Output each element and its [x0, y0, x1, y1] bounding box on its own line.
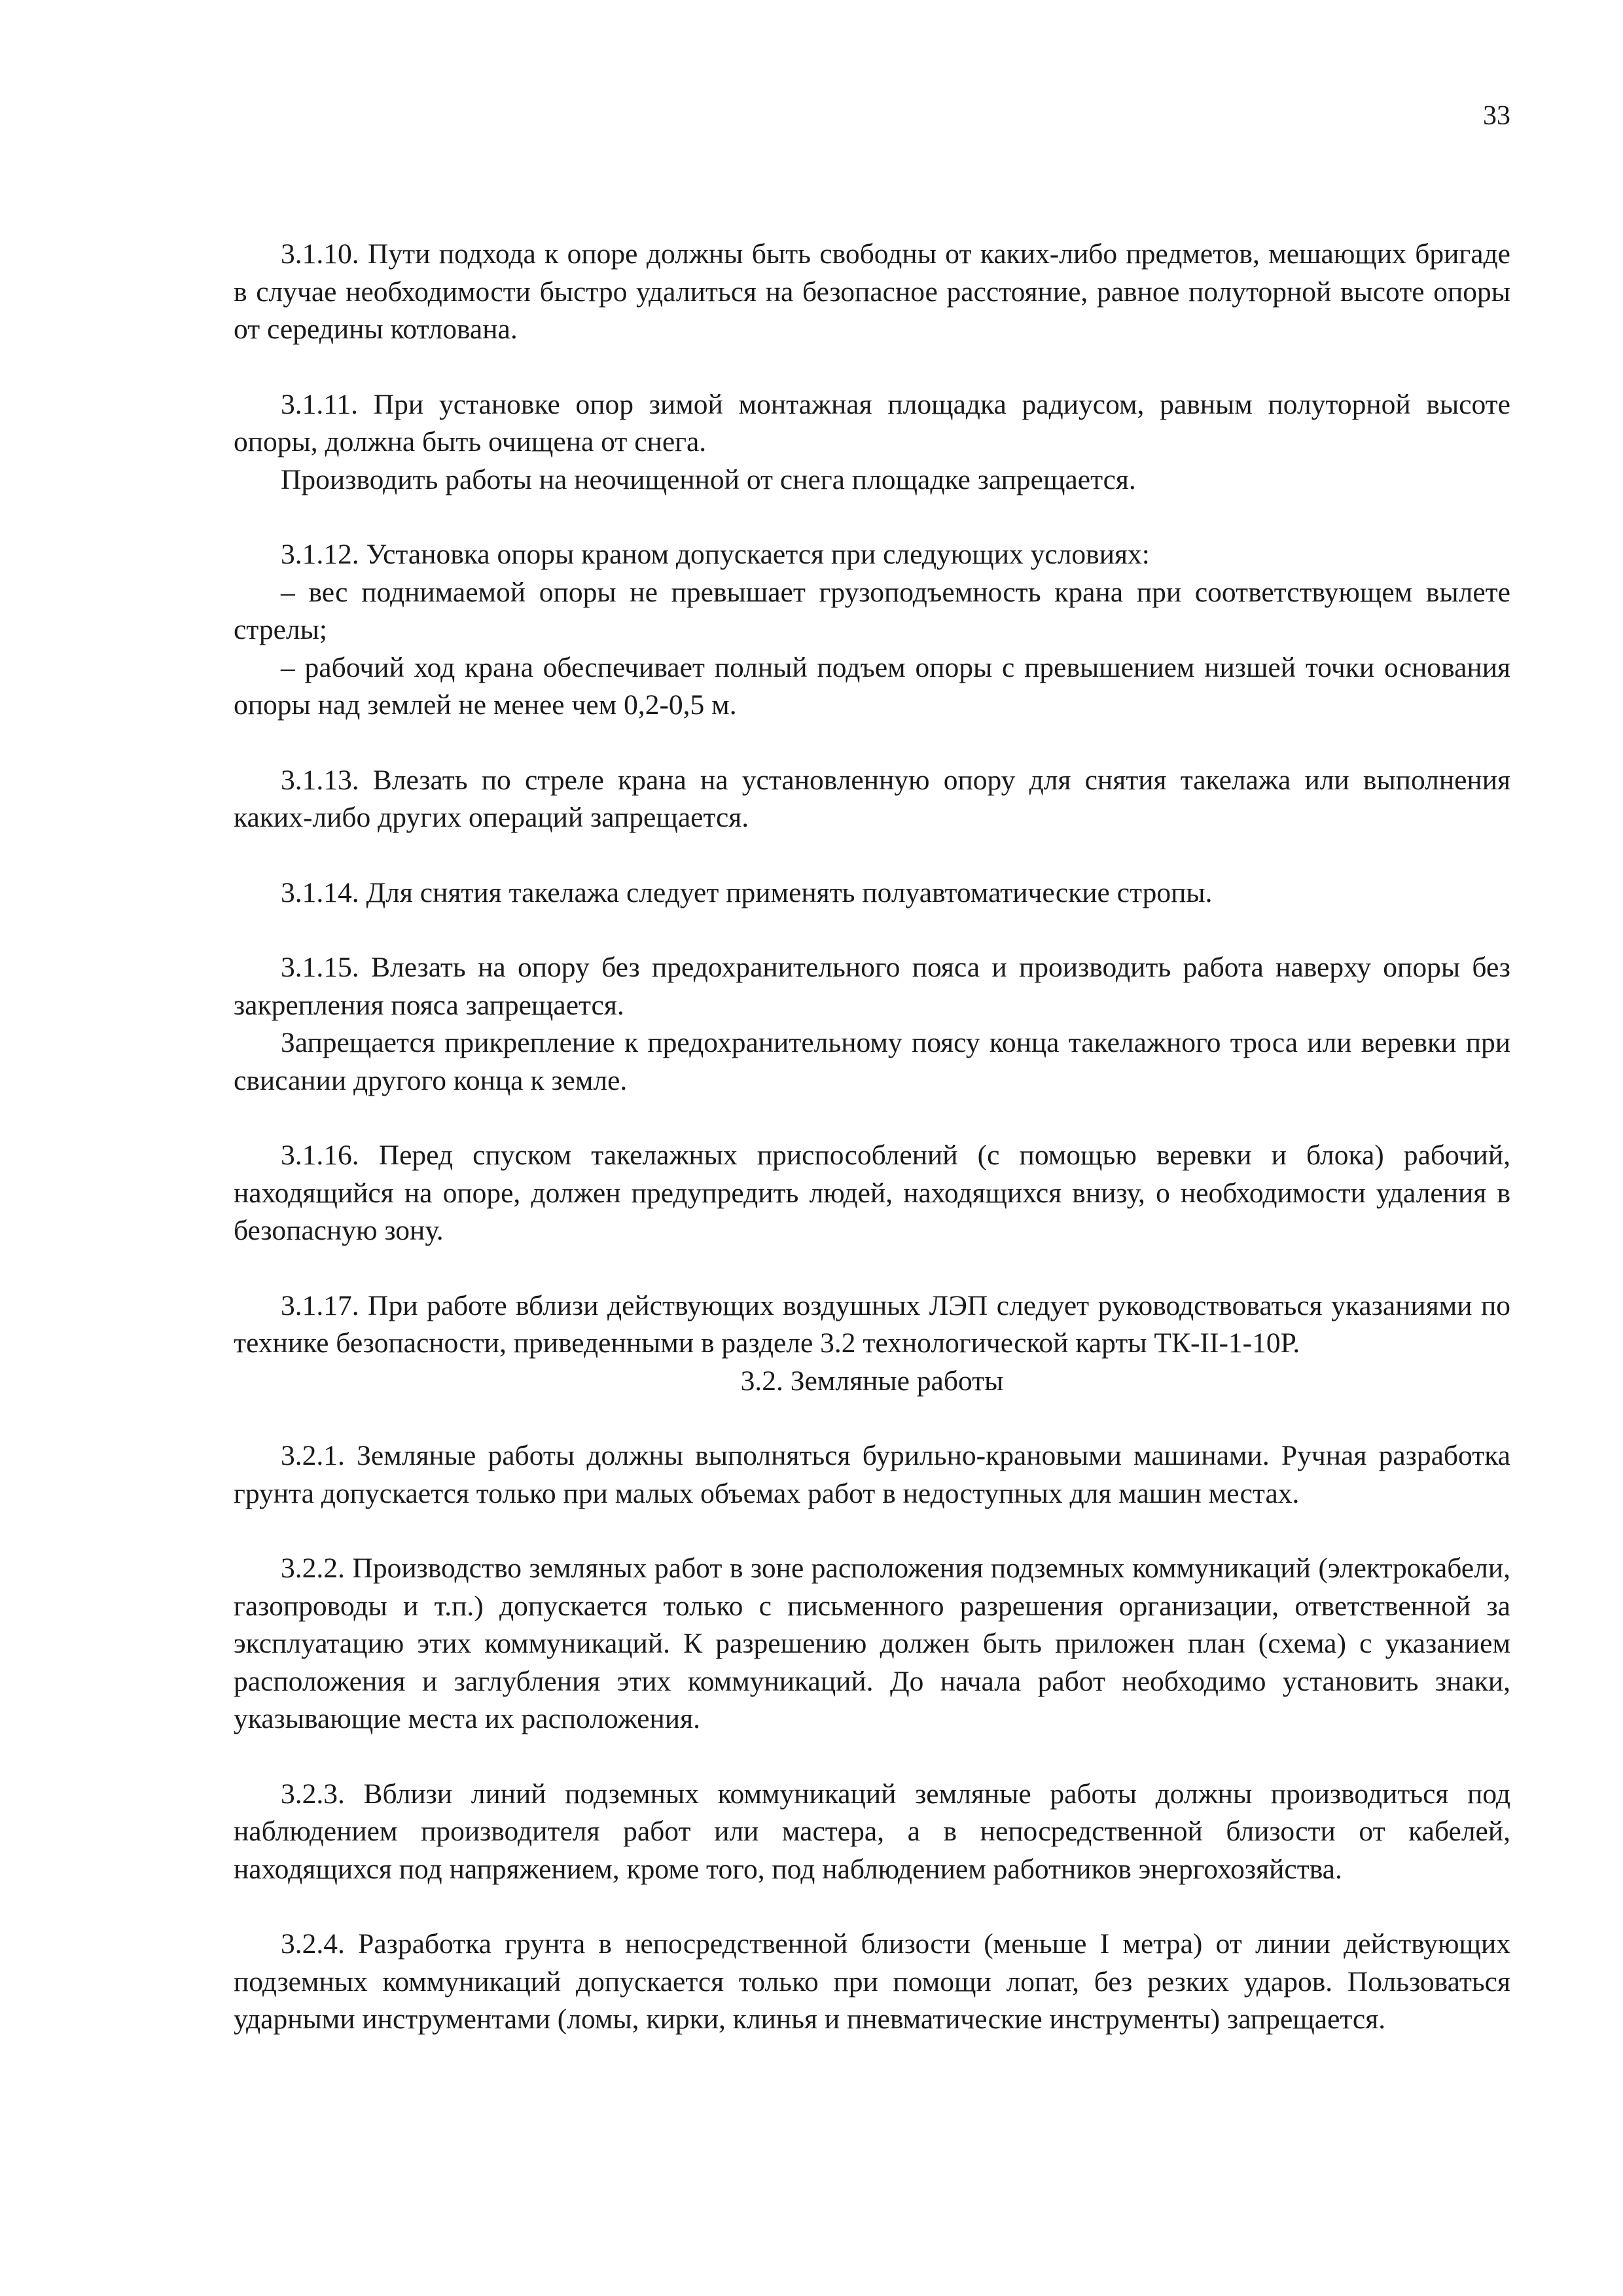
clause-3-1-10	[234, 236, 1510, 349]
paragraph: Производить работы на неочищенной от снега площадке запрещается.	[281, 463, 1136, 495]
paragraph: 3.2.1. Земляные работы должны выполняться бурильно-крановыми машинами. Ручная разработка грунта допускается только при малых объемах работ в недоступных для машин местах.	[234, 1440, 1510, 1509]
paragraph: Запрещается прикрепление к предохранительному поясу конца такелажного троса или веревки при свисании другого конца к земле.	[234, 1027, 1510, 1096]
document-body	[234, 236, 1510, 2076]
clause-3-1-17	[234, 1287, 1510, 1363]
clause-3-2-2	[234, 1550, 1510, 1738]
clause-3-2-3	[234, 1776, 1510, 1889]
clause-3-2-4	[234, 1926, 1510, 2039]
clause-3-1-13	[234, 762, 1510, 837]
paragraph: 3.1.15. Влезать на опору без предохранительного пояса и производить работа наверху опоры без закрепления пояса запрещается.	[234, 952, 1510, 1021]
paragraph: 3.1.14. Для снятия такелажа следует применять полуавтоматические стропы.	[281, 876, 1213, 908]
clause-3-1-12	[234, 536, 1510, 725]
paragraph: 3.1.10. Пути подхода к опоре должны быть свободны от каких-либо предметов, мешающих бригаде в случае необходимости быстро удалиться на безопасное расстояние, равное полуторной высоте опоры от середины котлована.	[234, 238, 1510, 345]
clause-3-1-16	[234, 1137, 1510, 1250]
paragraph: 3.2.2. Производство земляных работ в зоне расположения подземных коммуникаций (электрокабели, газопроводы и т.п.) допускается только с письменного разрешения организации, ответственной за эксплуатацию этих коммуникаций. К разрешению должен быть приложен план (схема) с указанием расположения и заглубления этих коммуникаций. До начала работ необходимо установить знаки, указывающие места их расположения.	[234, 1552, 1510, 1734]
list-item: – вес поднимаемой опоры не превышает грузоподъемность крана при соответствующем вылете стрелы;	[234, 576, 1510, 645]
clause-3-1-14	[234, 874, 1510, 912]
page-number: 33	[1483, 101, 1510, 131]
paragraph: 3.2.3. Вблизи линий подземных коммуникаций земляные работы должны производиться под наблюдением производителя работ или мастера, а в непосредственной близости от кабелей, находящихся под напряжением, кроме того, под наблюдением работников энергохозяйства.	[234, 1778, 1510, 1885]
paragraph: 3.1.11. При установке опор зимой монтажная площадка радиусом, равным полуторной высоте опоры, должна быть очищена от снега.	[234, 388, 1510, 457]
paragraph: 3.1.17. При работе вблизи действующих воздушных ЛЭП следует руководствоваться указаниями по технике безопасности, приведенными в разделе 3.2 технологической карты ТК-II-1-10Р.	[234, 1289, 1510, 1359]
section-heading: 3.2. Земляные работы	[740, 1365, 1004, 1397]
list-item: – рабочий ход крана обеспечивает полный подъем опоры с превышением низшей точки основания опоры над землей не менее чем 0,2-0,5 м.	[234, 651, 1510, 721]
clause-3-2-1	[234, 1437, 1510, 1513]
paragraph: 3.1.12. Установка опоры краном допускается при следующих условиях:	[281, 539, 1150, 570]
paragraph: 3.1.16. Перед спуском такелажных приспособлений (с помощью веревки и блока) рабочий, находящийся на опоре, должен предупредить людей, находящихся внизу, о необходимости удаления в безопасную зону.	[234, 1139, 1510, 1246]
clause-3-1-15	[234, 949, 1510, 1100]
paragraph: 3.1.13. Влезать по стреле крана на установленную опору для снятия такелажа или выполнения каких-либо других операций запрещается.	[234, 764, 1510, 833]
paragraph: 3.2.4. Разработка грунта в непосредственной близости (меньше I метра) от линии действующих подземных коммуникаций допускается только при помощи лопат, без резких ударов. Пользоваться ударными инструментами (ломы, кирки, клинья и пневматические инструменты) запрещается.	[234, 1928, 1510, 2035]
clause-3-1-11	[234, 386, 1510, 499]
